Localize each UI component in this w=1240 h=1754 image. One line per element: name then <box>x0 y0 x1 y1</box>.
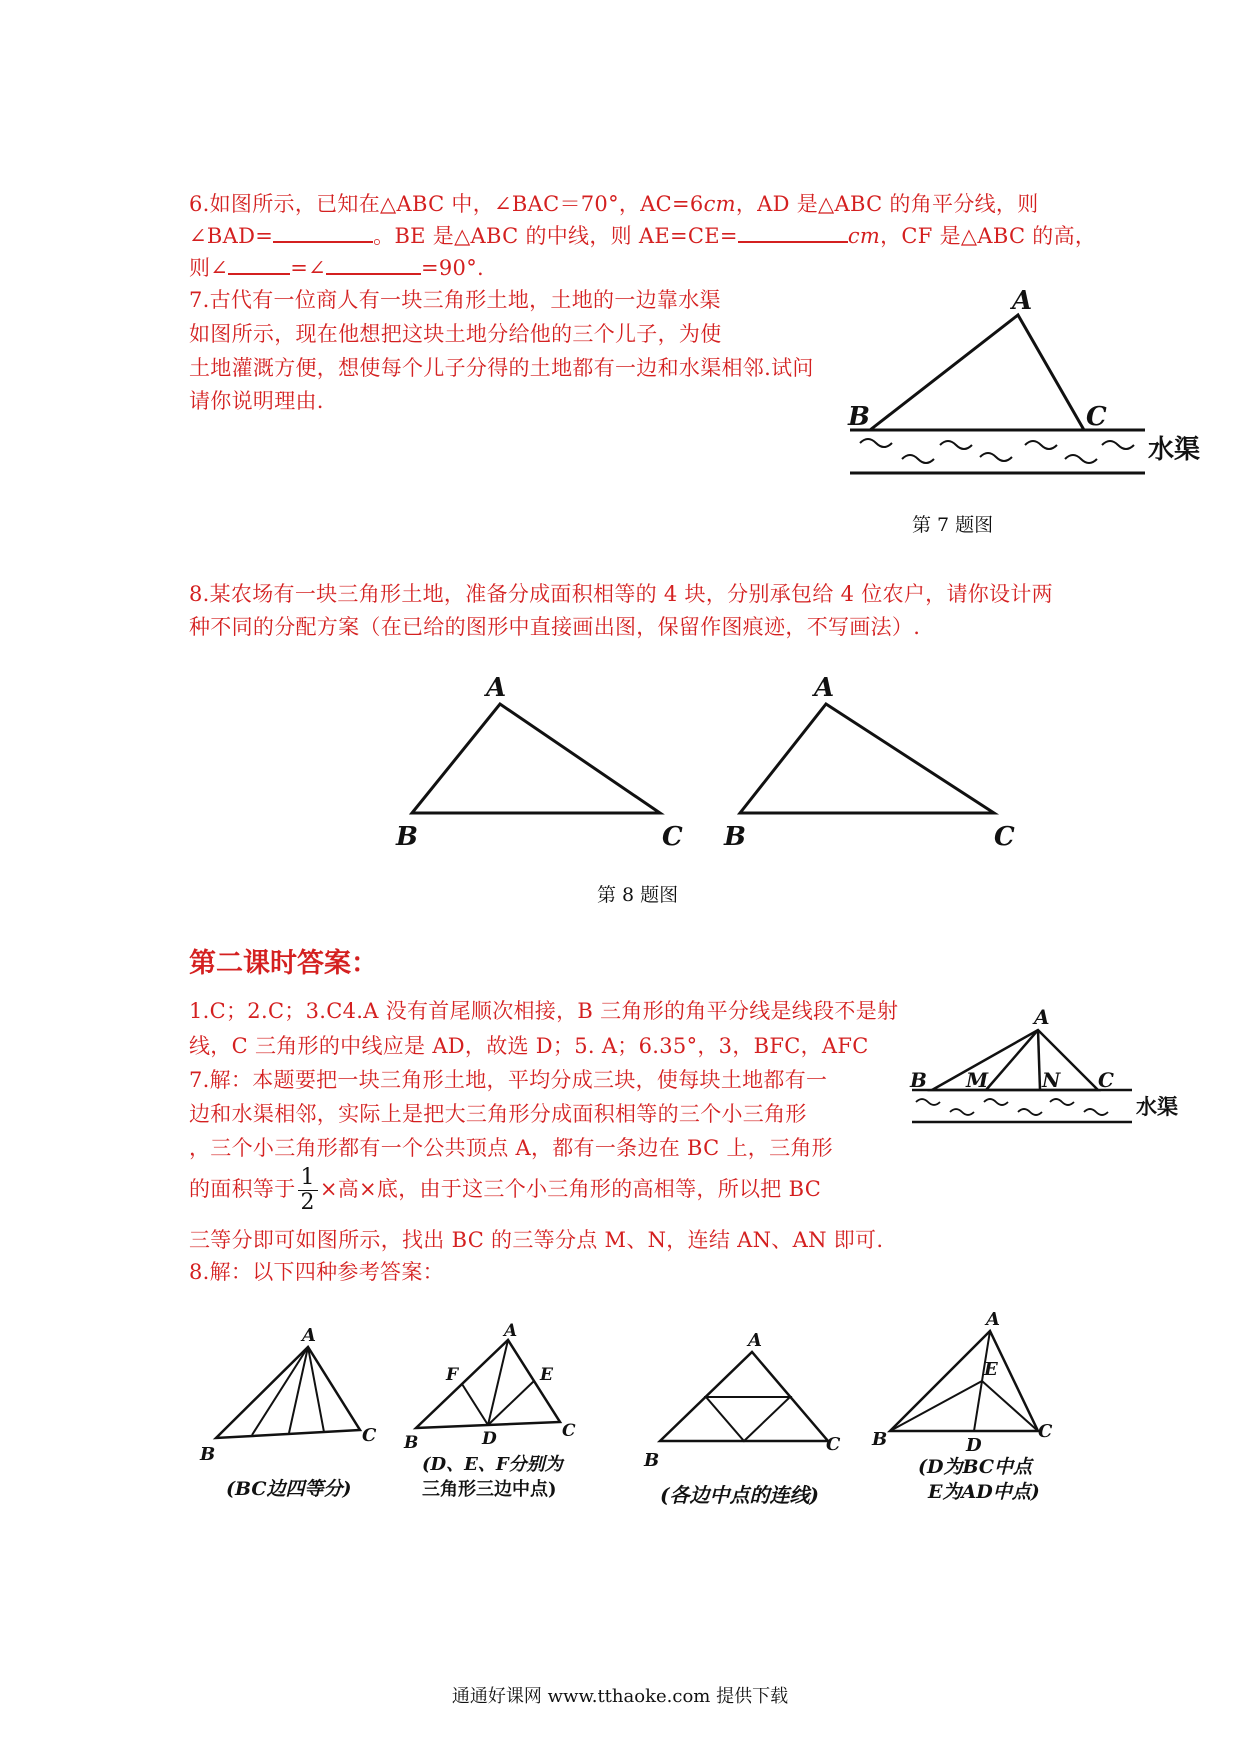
answers-line7: 三等分即可如图所示，找出 BC 的三等分点 M、N，连结 AN、AN 即可. <box>189 1228 884 1252</box>
label-C: C <box>1098 1068 1114 1092</box>
caption: (各边中点的连线) <box>660 1483 819 1507</box>
label-F: F <box>446 1365 459 1385</box>
q8-figure-left <box>390 670 690 850</box>
q7-figure <box>840 285 1240 485</box>
label-D: D <box>482 1429 497 1449</box>
water-waves <box>860 439 1134 463</box>
label-C: C <box>662 822 683 852</box>
label-A: A <box>1012 286 1033 316</box>
answers-line8: 8.解：以下四种参考答案： <box>189 1260 444 1284</box>
caption: (BC边四等分) <box>226 1478 352 1500</box>
caption-line2: 三角形三边中点) <box>422 1479 557 1500</box>
answer-blank[interactable] <box>326 253 421 275</box>
label-B: B <box>200 1444 216 1465</box>
answers-line2: 线，C 三角形的中线应是 AD，故选 D；5. A；6.35°，3，BFC，AFC <box>189 1034 869 1058</box>
label-B: B <box>404 1433 419 1453</box>
footer: 通通好课网 www.tthaoke.com 提供下载 <box>451 1686 789 1707</box>
label-A: A <box>486 673 507 703</box>
answers-line6: 的面积等于 $\frac{1}{2}$ ×高×底，由于这三个小三角形的高相等，所以把 BC <box>189 1165 822 1215</box>
q6-line3: 则∠ =∠ =90°. <box>189 252 484 282</box>
q6-line2: ∠BAD= 。BE 是△ABC 的中线，则 AE=CE= cm，CF 是△ABC 的高， <box>189 220 1096 250</box>
caption-line1: (D、E、F分别为 <box>422 1454 563 1475</box>
label-D: D <box>966 1435 982 1456</box>
q8-figure-right <box>718 670 1018 850</box>
label-B: B <box>910 1068 927 1092</box>
fraction: $\frac{1}{2}$ <box>298 1166 318 1215</box>
caption-line2: E为AD中点) <box>928 1481 1040 1503</box>
answer7-figure <box>900 1005 1230 1160</box>
q8-caption: 第 8 题图 <box>597 884 679 906</box>
answer8-figure-2 <box>400 1320 600 1510</box>
label-A: A <box>748 1330 762 1351</box>
label-A: A <box>1034 1005 1050 1029</box>
answer8-figure-3 <box>640 1320 870 1530</box>
q8-line2: 种不同的分配方案（在已给的图形中直接画出图，保留作图痕迹，不写画法）. <box>189 615 921 639</box>
triangle <box>870 315 1084 430</box>
label-M: M <box>966 1068 989 1092</box>
answer8-figure-4 <box>870 1305 1090 1505</box>
q7-caption: 第 7 题图 <box>912 514 994 536</box>
answer-blank[interactable] <box>228 253 290 275</box>
q6-line1: 6.如图所示，已知在△ABC 中，∠BAC＝70°，AC=6cm，AD 是△ABC 的角平分线，则 <box>189 192 1039 216</box>
answers-line1: 1.C；2.C；3.C4.A 没有首尾顺次相接，B 三角形的角平分线是线段不是射 <box>189 999 899 1023</box>
label-A: A <box>504 1321 518 1341</box>
answers-line4: 边和水渠相邻，实际上是把大三角形分成面积相等的三个小三角形 <box>189 1102 807 1126</box>
label-C: C <box>1086 402 1107 432</box>
answers-heading: 第二课时答案： <box>189 948 378 979</box>
label-E: E <box>984 1359 998 1380</box>
label-B: B <box>848 402 870 432</box>
label-N: N <box>1042 1068 1061 1092</box>
label-canal: 水渠 <box>1148 435 1201 465</box>
answers-line3: 7.解：本题要把一块三角形土地，平均分成三块，使每块土地都有一 <box>189 1068 828 1092</box>
answer-blank[interactable] <box>273 221 373 243</box>
label-C: C <box>362 1425 377 1446</box>
answers-line5: ，三个小三角形都有一个公共顶点 A，都有一条边在 BC 上，三角形 <box>189 1136 833 1160</box>
label-B: B <box>644 1450 660 1471</box>
caption-line1: (D为BC中点 <box>918 1456 1033 1478</box>
label-C: C <box>1038 1421 1053 1442</box>
q7-line1: 7.古代有一位商人有一块三角形土地，土地的一边靠水渠 <box>189 288 721 312</box>
label-B: B <box>872 1429 888 1450</box>
answer8-figure-1 <box>200 1325 400 1515</box>
label-E: E <box>540 1365 553 1385</box>
q7-line4: 请你说明理由. <box>189 389 324 413</box>
label-A: A <box>986 1309 1000 1330</box>
answer-blank[interactable] <box>738 221 848 243</box>
q7-line3: 土地灌溉方便，想使每个儿子分得的土地都有一边和水渠相邻.试问 <box>189 356 814 380</box>
label-C: C <box>826 1434 841 1455</box>
label-B: B <box>396 822 418 852</box>
label-A: A <box>814 673 835 703</box>
label-A: A <box>302 1325 316 1346</box>
label-B: B <box>724 822 746 852</box>
label-canal: 水渠 <box>1136 1094 1178 1119</box>
q7-line2: 如图所示，现在他想把这块土地分给他的三个儿子，为使 <box>189 322 722 346</box>
label-C: C <box>562 1421 576 1441</box>
label-C: C <box>994 822 1015 852</box>
q8-line1: 8.某农场有一块三角形土地，准备分成面积相等的 4 块，分别承包给 4 位农户，请你设计两 <box>189 582 1053 606</box>
